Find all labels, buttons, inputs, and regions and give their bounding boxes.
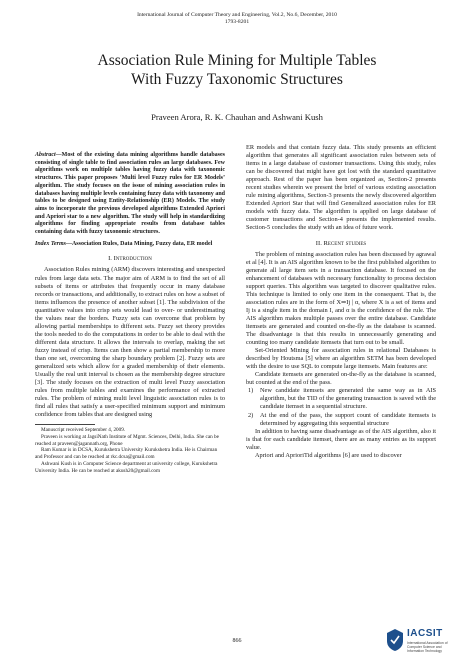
body-paragraph: In addition to having same disadvantage as of the AIS algorithm, also it is that for each candidate itemset, there are as many entries as its support value. xyxy=(246,427,436,451)
journal-issn: 1793-8201 xyxy=(224,19,250,25)
intro-paragraph-continued: ER models and that contain fuzzy data. This study presents an efficient algorithm that generates all significant association rules between sets of items in a large database of customer transactions. Using this study, rules can be discovered that might have got lost with the standard quantitative approach. Rest of the paper has been organized as, Section-2 presents recent studies wherein we present the brief of various existing association rule mining algorithms, Section-3 presents the newly discovered algorithm Extended Apriori Star that will find Generalized association rules for ER models with fuzzy data. The algorithm is applied on large database of customer transactions and Section-4 presents the implemented results. Section-5 concludes the study with an idea of future work. xyxy=(246,144,436,232)
publisher-name: IACSIT xyxy=(407,628,443,639)
list-item-text: New candidate itemsets are generated the same way as in AIS algorithm, but the TID of the generating transaction is saved with the candidate itemset in a sequential structure. xyxy=(260,387,436,411)
title-line-1: Association Rule Mining for Multiple Tables xyxy=(97,52,377,69)
publisher-tagline: International Association of Computer Science and Information Technology xyxy=(407,641,448,653)
body-paragraph: Set-Oriented Mining for association rules in relational Databases is described by Houtsma [5] where an algorithm SETM has been developed with the desire to use SQL to compute large itemsets. Main features are: xyxy=(246,347,436,371)
body-paragraph: Apriori and AprioriTid algorithms [6] are used to discover xyxy=(255,451,402,459)
footnotes xyxy=(35,427,225,474)
body-paragraph: The problem of mining association rules has been discussed by agrawal et al [4]. It is an AIS algorithm known to be the first published algorithm to generate all large item sets in a transaction database. It focused on the enhancement of databases with necessary functionality to process decision support queries. This algorithm was targeted to discover qualitative rules. This technique is limited to only one item in the consequent. That is, the association rules are in the form of X⇒Ij | α, where X is a set of items and Ij is a single item in the domain I, and α is the confidence of the rule. The AIS algorithm makes multiple passes over the entire database. Candidate itemsets are generated and counted on-the-fly as the database is scanned. The disadvantage is that this results in unnecessarily generating and counting too many candidate itemsets that turn out to be small. xyxy=(246,250,436,347)
body-paragraph: Candidate itemsets are generated on-the-fly as the database is scanned, but counted at the end of the pass. xyxy=(246,371,436,387)
page-number: 866 xyxy=(232,638,242,644)
abstract-lead: Abstract xyxy=(35,152,56,158)
journal-citation: International Journal of Computer Theory and Engineering, Vol.2, No.6, December, 2010 xyxy=(137,12,337,18)
numbered-list xyxy=(246,387,436,427)
index-terms-lead: Index Terms xyxy=(35,240,66,247)
section-heading-recent-studies: II. Recent studies xyxy=(315,239,367,247)
left-column xyxy=(35,152,225,474)
title-line-2: With Fuzzy Taxonomic Structures xyxy=(131,70,343,88)
list-item xyxy=(246,387,436,411)
footnote: Manuscript received September 4, 2009. xyxy=(41,427,126,434)
intro-paragraph: Association Rules mining (ARM) discovers interesting and unexpected rules from large data sets. The major aim of ARM is to find the set of all subsets of items or attributes that frequently occur in many database records or transactions, and additionally, to extract rules on how a subset of items influences the presence of another subset [1]. The subdivision of the quantitative values into crisp sets would lead to over- or underestimating the values near the borders. Fuzzy sets can overcome that problem by allowing partial memberships to different sets. Fuzzy set theory provides the tools needed to do the computations in order to be able to deal with the different data structure. It allows the intervals to overlap, making the set fuzzy instead of crisp. Items can then show a partial membership to more than one set, overcoming the sharp boundary problem [2]. Fuzzy sets are generalized sets which allow for a graded membership of their elements. Usually the real unit interval is chosen as the membership degree structure [3]. The study focuses on the extraction of multi level Fuzzy association rules from multiple tables and examines the performance of extracted rules. The problem of mining multi level linguistic association rules is to find all rules that satisfy a user-specified minimum support and minimum confidence from tables that are designed using xyxy=(35,266,225,419)
index-terms-text: —Association Rules, Data Mining, Fuzzy data, ER model xyxy=(65,240,213,247)
footnote: Ram Kumar is in DCSA, Kurukshetra University Kurukshetra India. He is Chairman and Professor and can be reached at rkc.dcsa@gmail.com xyxy=(35,447,218,461)
author-list: Praveen Arora, R. K. Chauhan and Ashwani Kush xyxy=(151,112,323,122)
publisher-logo-icon xyxy=(385,628,405,652)
right-column xyxy=(246,144,436,460)
footnote: Praveen is working at JagsiNath Institute of Mgmt. Sciences, Delhi, India. She can be reached at praveen@jagannath.org, Phone xyxy=(35,434,219,447)
paper-title xyxy=(40,52,434,89)
list-item-text: At the end of the pass, the support count of candidate itemsets is determined by aggregating this sequential structure xyxy=(260,411,436,427)
publisher-logo xyxy=(385,626,457,660)
list-item-number: 2) xyxy=(248,411,254,419)
footnote: Ashwani Kush is in Computer Science department at university college, Kurukshetra University India. He can be reached at akush20@gmail.com xyxy=(35,460,218,474)
index-terms xyxy=(35,241,225,249)
list-item xyxy=(246,412,436,428)
section-heading-introduction: I. Introduction xyxy=(108,255,152,263)
abstract-text: —Most of the existing data mining algorithms handle databases consisting of single table to find association rules an large databases. Few algorithms work on multiple tables having fuzzy data with taxonomic structures. This paper proposes ‘Multi level Fuzzy rules for ER Models’ algorithm. The study focuses on the issue of mining association rules in databases having multiple levels containing fuzzy data with taxonomy and tables to be designed using Entity-Relationship (ER) Models. The study aims to incorporate the previous developed algorithms Extended Apriori and Apriori star to a new algorithm. The study will help in standardizing algorithms for finding appropriate results from database tables containing data with fuzzy taxonomic structures. xyxy=(35,152,225,236)
abstract xyxy=(35,152,225,237)
journal-header xyxy=(0,12,474,26)
list-item-number: 1) xyxy=(248,387,254,395)
footnote-divider xyxy=(35,424,95,425)
